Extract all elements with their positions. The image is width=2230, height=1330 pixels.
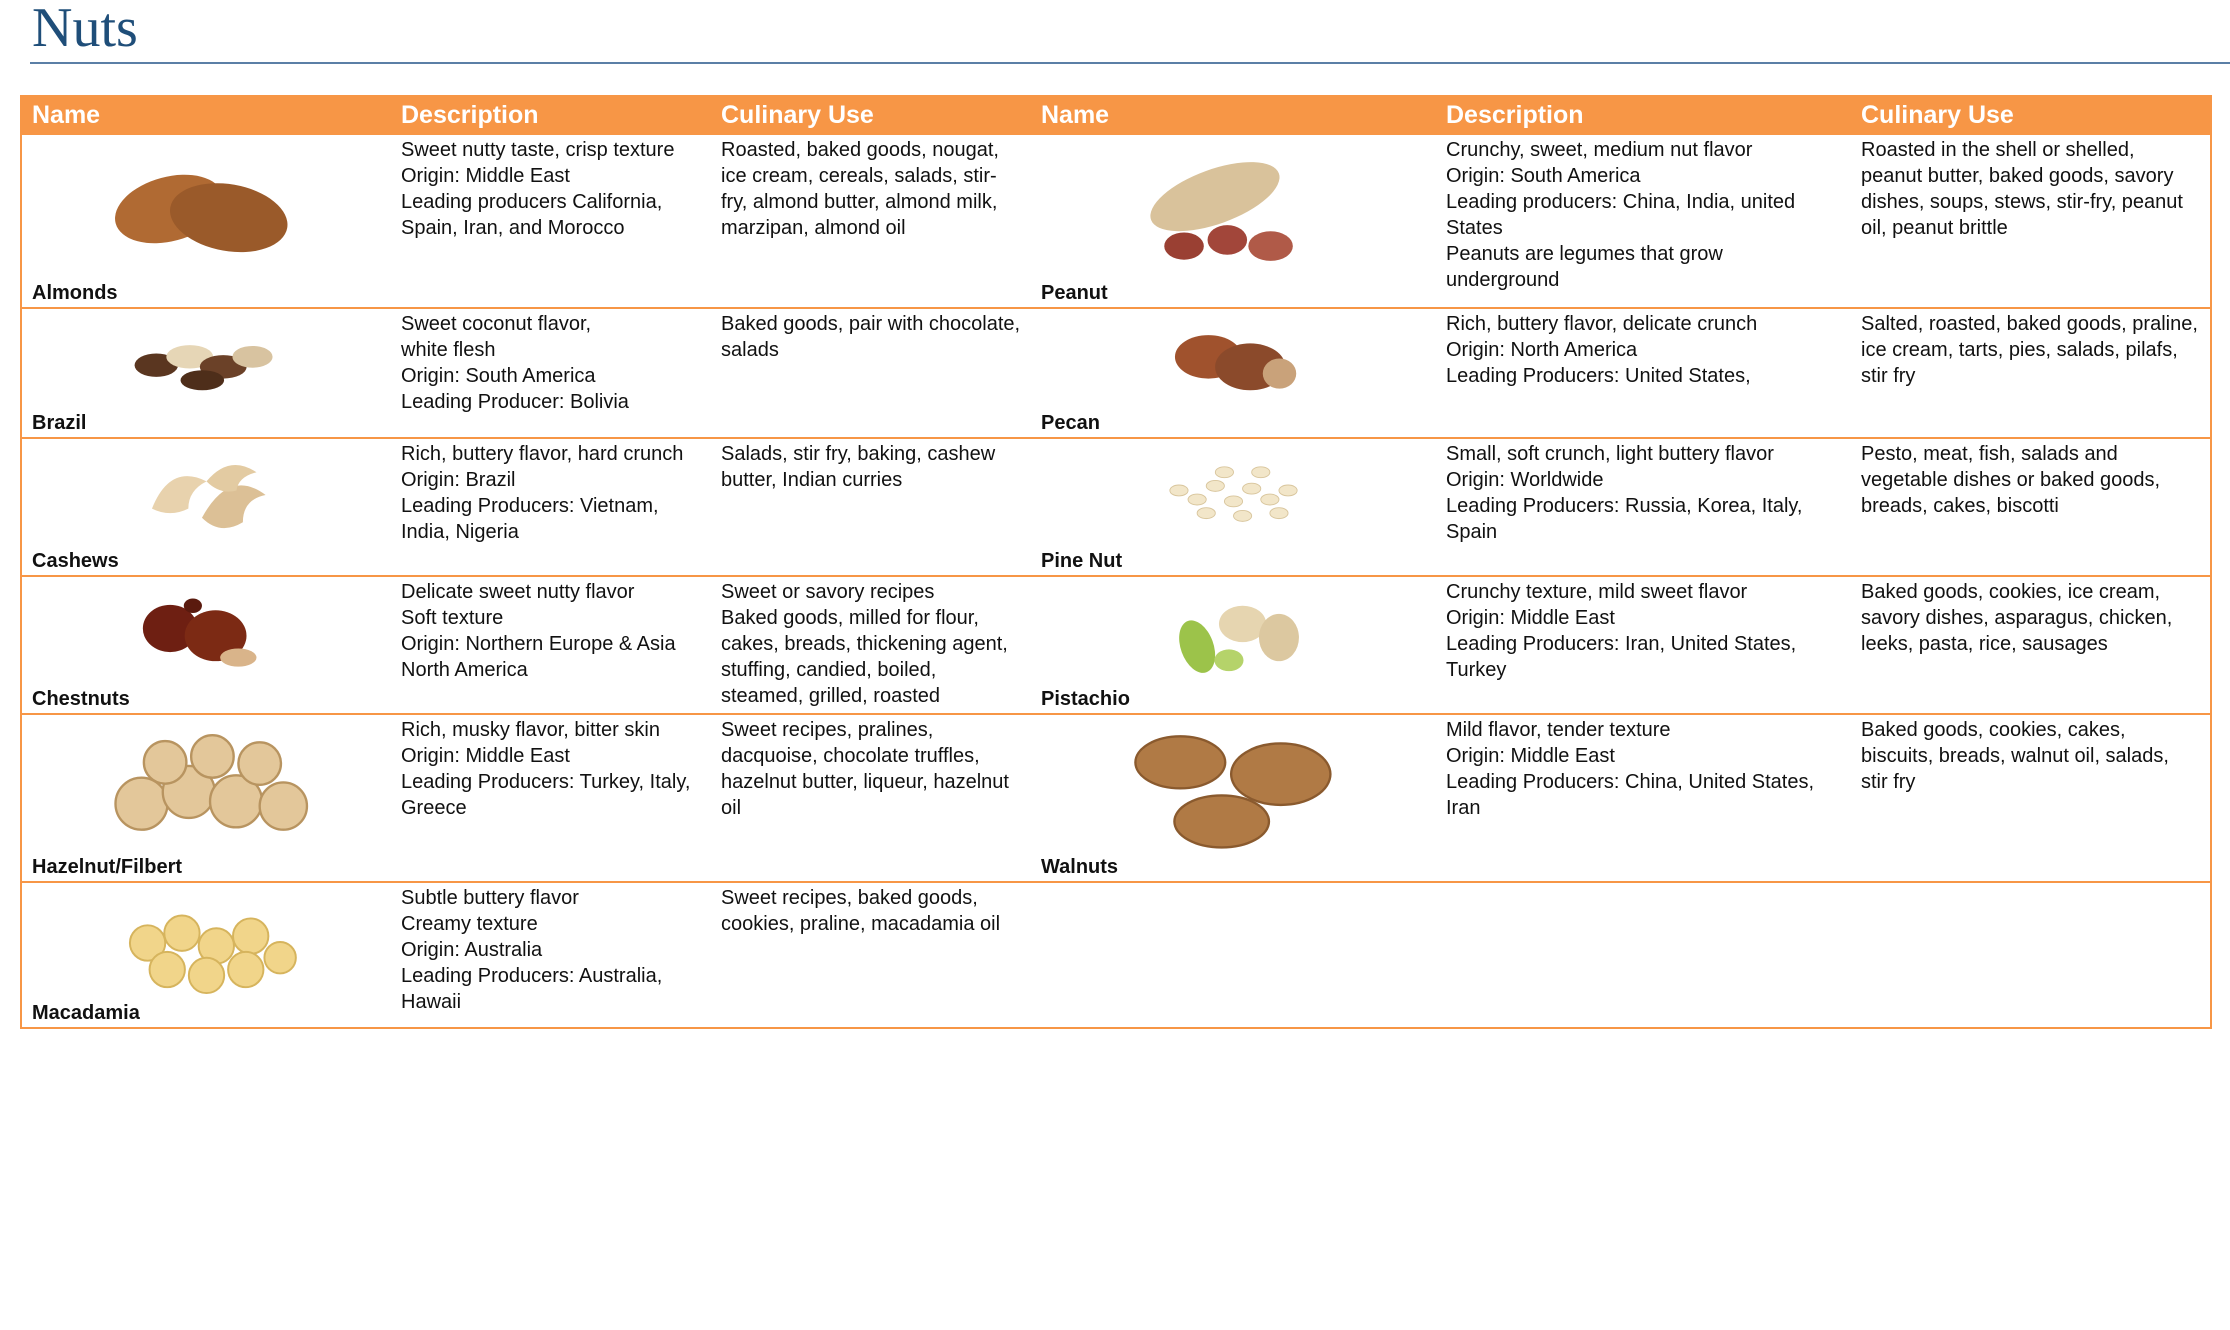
nut-description-cell xyxy=(391,438,711,576)
nut-description-cell xyxy=(1436,714,1851,882)
culinary-line: Salads, stir fry, baking, cashew butter, Indian curries xyxy=(721,443,996,491)
nut-culinary-cell xyxy=(1851,714,2211,882)
nut-name: Pine Nut xyxy=(1041,550,1123,572)
almonds-image xyxy=(32,141,381,277)
nut-culinary-cell xyxy=(711,438,1031,576)
nut-description-cell xyxy=(391,576,711,714)
description-line: Soft texture xyxy=(401,607,504,629)
page-title: Nuts xyxy=(32,0,138,59)
nut-culinary-cell xyxy=(1851,882,2211,1028)
description-line: Leading Producers: Australia, Hawaii xyxy=(401,965,663,1013)
nut-name-cell xyxy=(1031,714,1436,882)
table-row xyxy=(21,134,2211,308)
pecan-image xyxy=(1041,315,1426,407)
table-row xyxy=(21,882,2211,1028)
description-line: Origin: Australia xyxy=(401,939,543,961)
description-line: Origin: Middle East xyxy=(401,745,570,767)
description-line: Rich, buttery flavor, hard crunch xyxy=(401,443,684,465)
nut-culinary-cell xyxy=(711,308,1031,438)
header-name-right: Name xyxy=(1031,96,1436,134)
nut-name-cell xyxy=(1031,134,1436,308)
nut-culinary-cell xyxy=(711,714,1031,882)
description-line: Leading Producers: Russia, Korea, Italy, Spain xyxy=(1446,495,1803,543)
nut-description-cell xyxy=(391,882,711,1028)
description-line: Rich, musky flavor, bitter skin xyxy=(401,719,660,741)
description-line: Subtle buttery flavor xyxy=(401,887,579,909)
culinary-line: Sweet recipes, baked goods, cookies, praline, macadamia oil xyxy=(721,887,1001,935)
peanut-image xyxy=(1041,141,1426,277)
title-rule xyxy=(30,62,2230,64)
nut-description-cell xyxy=(391,134,711,308)
nut-name-cell xyxy=(1031,438,1436,576)
nut-name: Walnuts xyxy=(1041,856,1119,878)
description-line: Origin: Brazil xyxy=(401,469,516,491)
walnut-image xyxy=(1041,721,1426,851)
nut-name-cell xyxy=(1031,308,1436,438)
nut-name-cell xyxy=(21,714,391,882)
header-description-left: Description xyxy=(391,96,711,134)
description-line: Leading Producers: Iran, United States, Turkey xyxy=(1446,633,1797,681)
nut-name: Almonds xyxy=(32,282,118,304)
header-culinary-left: Culinary Use xyxy=(711,96,1031,134)
table-header-row xyxy=(21,96,2211,134)
culinary-line: Roasted in the shell or shelled, peanut butter, baked goods, savory dishes, soups, stews, stir-fry, peanut oil, peanut brittle xyxy=(1861,139,2183,239)
description-line: Leading producers: China, India, united States xyxy=(1446,191,1796,239)
header-culinary-right: Culinary Use xyxy=(1851,96,2211,134)
pistachio-image xyxy=(1041,583,1426,683)
culinary-line: Pesto, meat, fish, salads and vegetable dishes or baked goods, breads, cakes, biscotti xyxy=(1861,443,2161,517)
culinary-line: Sweet or savory recipes xyxy=(721,581,935,603)
nut-description-cell xyxy=(1436,882,1851,1028)
nut-description-cell xyxy=(1436,576,1851,714)
nut-culinary-cell xyxy=(711,576,1031,714)
description-line: Creamy texture xyxy=(401,913,538,935)
nut-culinary-cell xyxy=(1851,576,2211,714)
description-line: Small, soft crunch, light buttery flavor xyxy=(1446,443,1774,465)
nut-name-cell xyxy=(1031,576,1436,714)
macadamia-image xyxy=(32,889,381,997)
description-line: Origin: Middle East xyxy=(1446,607,1615,629)
nut-culinary-cell xyxy=(711,134,1031,308)
description-line: Leading Producers: Vietnam, India, Nigeria xyxy=(401,495,659,543)
nut-name: Pecan xyxy=(1041,412,1100,434)
description-line: Sweet coconut flavor, xyxy=(401,313,592,335)
nut-description-cell xyxy=(1436,134,1851,308)
description-line: Sweet nutty taste, crisp texture xyxy=(401,139,675,161)
nut-description-cell xyxy=(391,308,711,438)
chestnut-image xyxy=(32,583,381,683)
nut-name-cell xyxy=(21,308,391,438)
header-name-left: Name xyxy=(21,96,391,134)
description-line: white flesh xyxy=(401,339,496,361)
description-line: Origin: North America xyxy=(1446,339,1638,361)
culinary-line: Salted, roasted, baked goods, praline, ice cream, tarts, pies, salads, pilafs, stir fry xyxy=(1861,313,2198,387)
description-line: Mild flavor, tender texture xyxy=(1446,719,1671,741)
culinary-line: Baked goods, cookies, ice cream, savory dishes, asparagus, chicken, leeks, pasta, rice, sausages xyxy=(1861,581,2173,655)
nut-culinary-cell xyxy=(1851,134,2211,308)
description-line: Origin: Middle East xyxy=(1446,745,1615,767)
nut-name: Cashews xyxy=(32,550,119,572)
description-line: Leading producers California, Spain, Iran, and Morocco xyxy=(401,191,663,239)
nut-culinary-cell xyxy=(1851,438,2211,576)
table-row xyxy=(21,576,2211,714)
nut-name: Peanut xyxy=(1041,282,1108,304)
table-row xyxy=(21,438,2211,576)
nut-name: Macadamia xyxy=(32,1002,140,1024)
culinary-line: Roasted, baked goods, nougat, ice cream, cereals, salads, stir-fry, almond butter, almond milk, marzipan, almond oil xyxy=(721,139,999,239)
description-line: Leading Producers: United States, xyxy=(1446,365,1751,387)
description-line: Leading Producers: Turkey, Italy, Greece xyxy=(401,771,691,819)
pine-nut-image xyxy=(1041,445,1426,545)
nut-culinary-cell xyxy=(1851,308,2211,438)
description-line: Origin: South America xyxy=(401,365,596,387)
description-line: Leading Producer: Bolivia xyxy=(401,391,629,413)
nut-name: Brazil xyxy=(32,412,87,434)
description-line: Crunchy, sweet, medium nut flavor xyxy=(1446,139,1753,161)
description-line: Leading Producers: China, United States, Iran xyxy=(1446,771,1814,819)
nut-name-cell xyxy=(21,438,391,576)
nut-name-cell xyxy=(21,134,391,308)
culinary-line: Baked goods, cookies, cakes, biscuits, breads, walnut oil, salads, stir fry xyxy=(1861,719,2169,793)
table-row xyxy=(21,308,2211,438)
header-description-right: Description xyxy=(1436,96,1851,134)
nuts-table xyxy=(20,95,2212,1029)
nut-description-cell xyxy=(1436,308,1851,438)
nut-description-cell xyxy=(391,714,711,882)
nut-description-cell xyxy=(1436,438,1851,576)
brazil-nut-image xyxy=(32,315,381,407)
culinary-line: Baked goods, pair with chocolate, salads xyxy=(721,313,1021,361)
table-row xyxy=(21,714,2211,882)
description-line: Rich, buttery flavor, delicate crunch xyxy=(1446,313,1758,335)
description-line: North America xyxy=(401,659,528,681)
description-line: Origin: South America xyxy=(1446,165,1641,187)
description-line: Peanuts are legumes that grow underground xyxy=(1446,243,1723,291)
culinary-line: Sweet recipes, pralines, dacquoise, chocolate truffles, hazelnut butter, liqueur, hazelnut oil xyxy=(721,719,1009,819)
description-line: Origin: Middle East xyxy=(401,165,570,187)
nut-name-cell xyxy=(1031,882,1436,1028)
cashew-image xyxy=(32,445,381,545)
culinary-line: Baked goods, milled for flour, cakes, breads, thickening agent, stuffing, candied, boiled, steamed, grilled, roasted xyxy=(721,607,1008,707)
nut-culinary-cell xyxy=(711,882,1031,1028)
description-line: Delicate sweet nutty flavor xyxy=(401,581,635,603)
nut-name-cell xyxy=(21,882,391,1028)
description-line: Origin: Northern Europe & Asia xyxy=(401,633,676,655)
nut-name: Pistachio xyxy=(1041,688,1130,710)
nut-name: Chestnuts xyxy=(32,688,130,710)
description-line: Origin: Worldwide xyxy=(1446,469,1604,491)
description-line: Crunchy texture, mild sweet flavor xyxy=(1446,581,1748,603)
nut-name-cell xyxy=(21,576,391,714)
nut-name: Hazelnut/Filbert xyxy=(32,856,183,878)
hazelnut-image xyxy=(32,721,381,851)
